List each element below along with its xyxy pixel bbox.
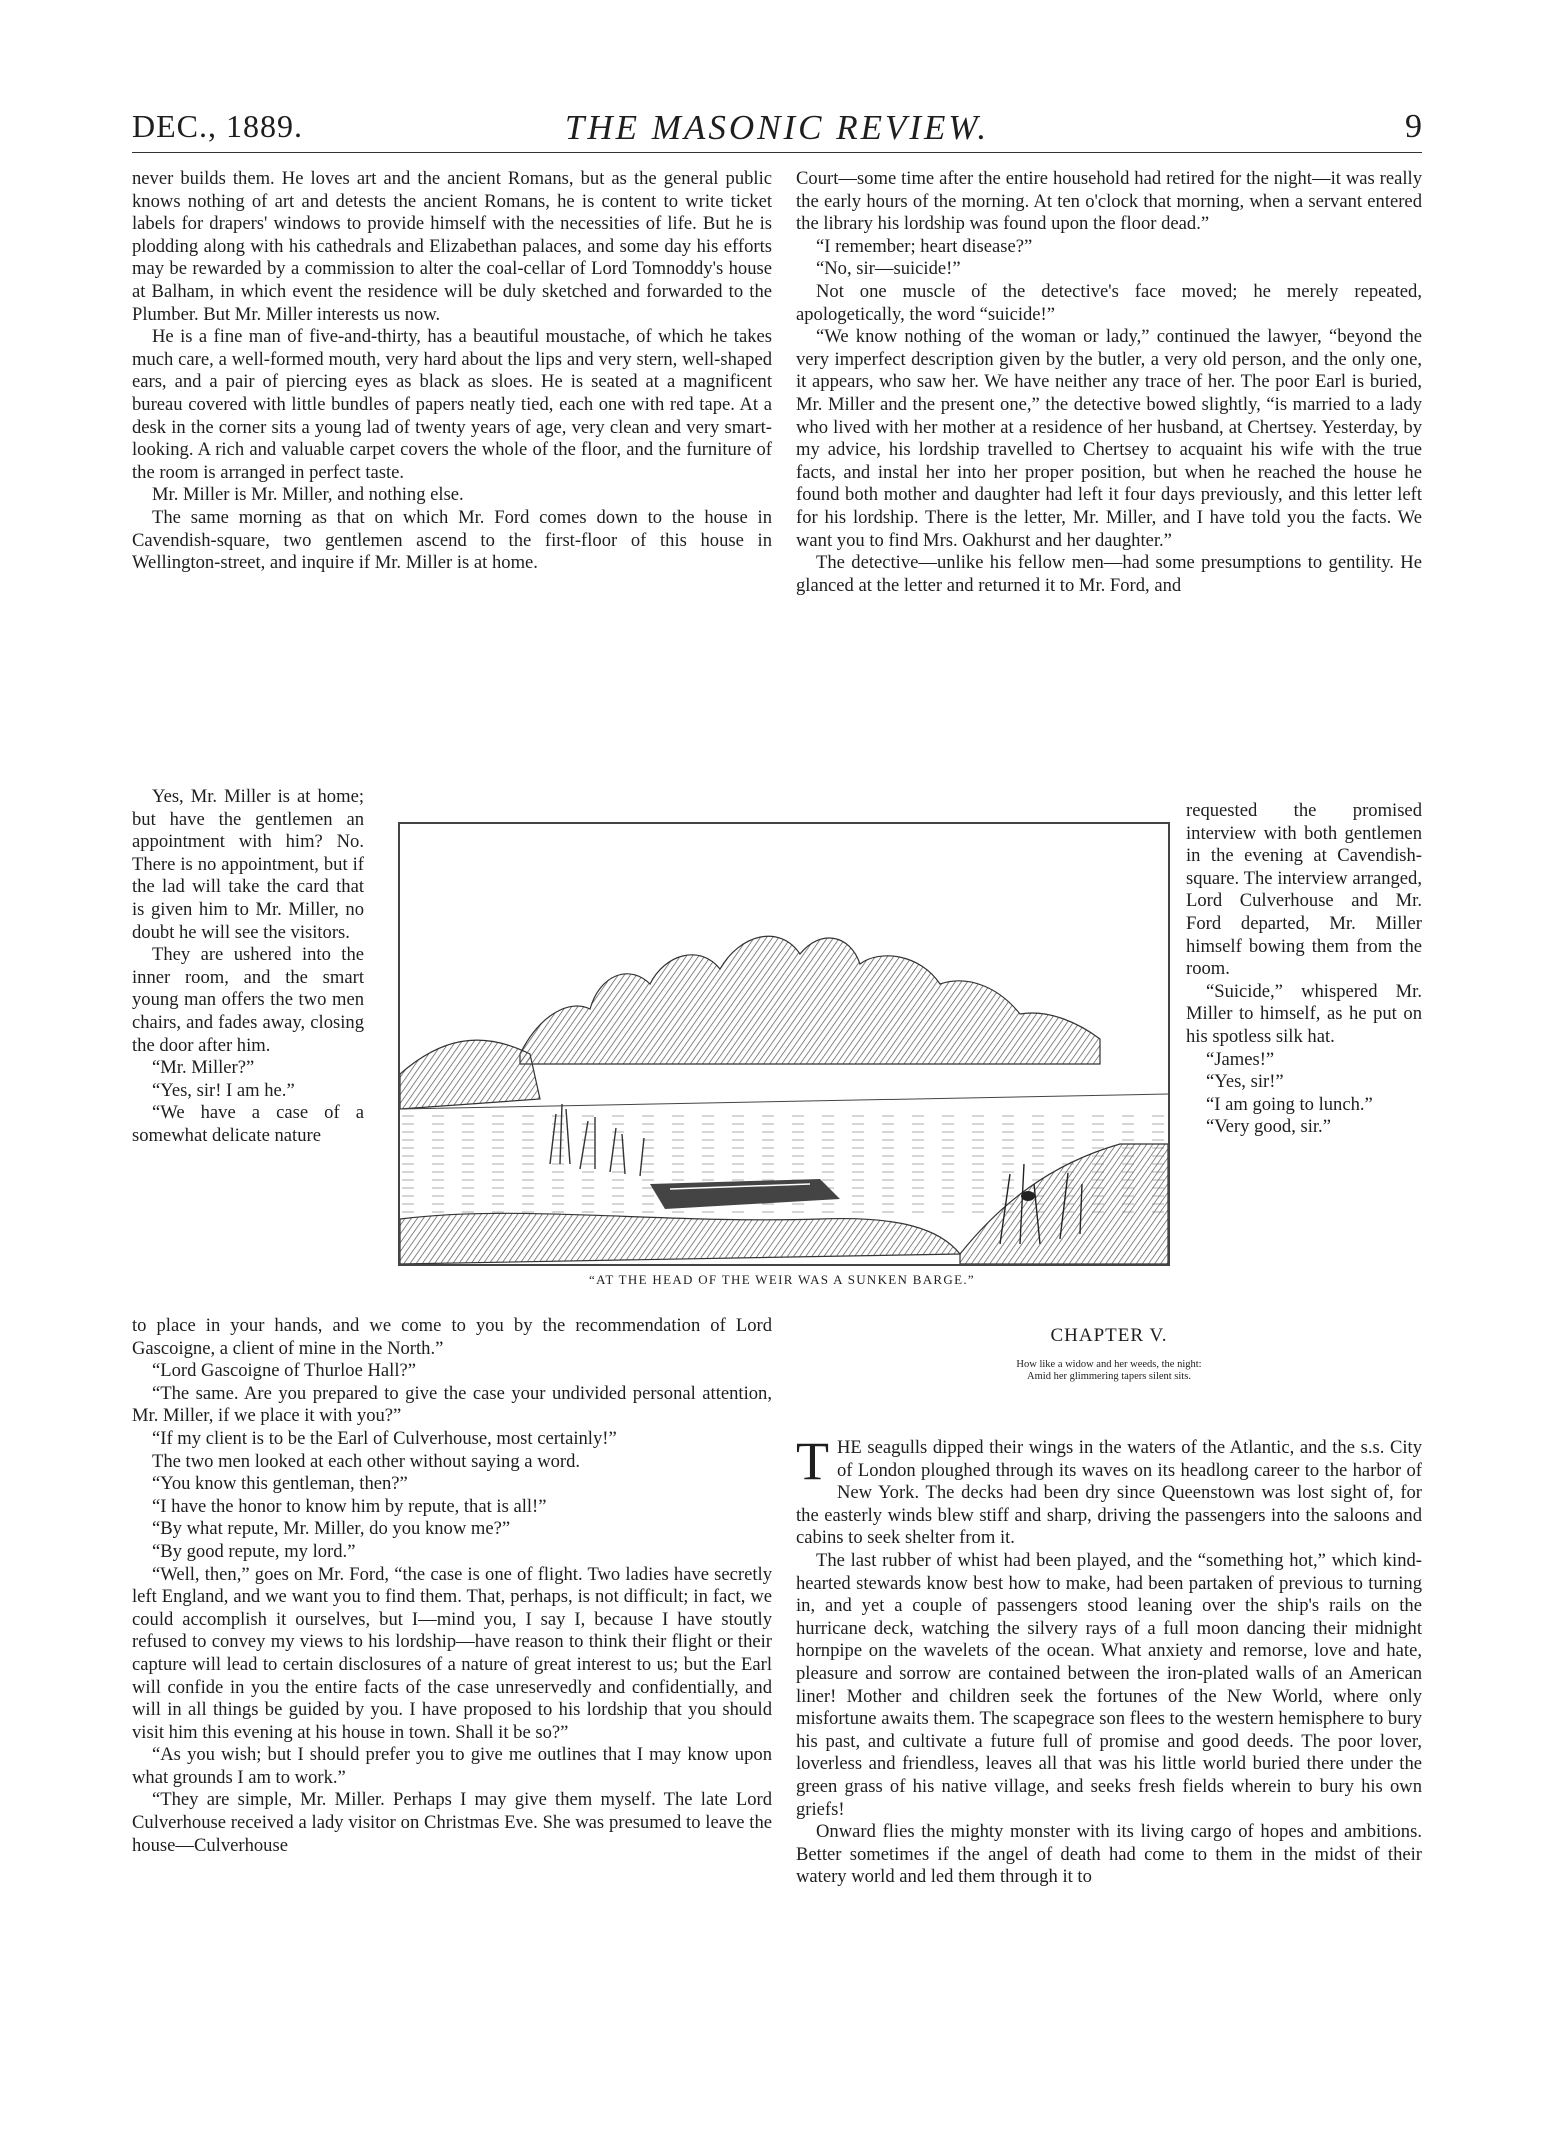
paragraph: “Yes, sir!” bbox=[1206, 1071, 1284, 1093]
paragraph: “Yes, sir! I am he.” bbox=[152, 1079, 295, 1101]
paragraph: The same morning as that on which Mr. Ford comes down to the house in Cavendish-square, two gentlemen ascend to the first-floor of this house in Wellington-street, and inquire if Mr. Miller is at home. bbox=[132, 506, 772, 574]
paragraph: He is a fine man of five-and-thirty, has a beautiful moustache, of which he takes much care, a well-formed mouth, very hard about the lips and very stern, well-shaped ears, and a pair of piercing eyes as black as sloes. He is seated at a magnificent bureau covered with little bundles of papers neatly tied, each one with red tape. At a desk in the corner sits a young lad of twenty years of age, very clean and very smart-looking. A rich and valuable carpet covers the whole of the floor, and the furniture of the room is arranged in perfect taste. bbox=[132, 326, 772, 483]
paragraph: “Suicide,” whispered Mr. Miller to himself, as he put on his spotless silk hat. bbox=[1186, 980, 1422, 1047]
paragraph: Mr. Miller is Mr. Miller, and nothing else. bbox=[152, 484, 464, 506]
epigraph-line: How like a widow and her weeds, the night: bbox=[1016, 1359, 1202, 1370]
epigraph-line: Amid her glimmering tapers silent sits. bbox=[1027, 1371, 1191, 1382]
paragraph: “James!” bbox=[1206, 1048, 1275, 1070]
landscape-engraving bbox=[400, 824, 1168, 1264]
paragraph: Not one muscle of the detective's face moved; he merely repeated, apologetically, the word “suicide!” bbox=[796, 280, 1422, 325]
paragraph: “You know this gentleman, then?” bbox=[152, 1473, 408, 1495]
chapter-title: CHAPTER V. bbox=[1050, 1325, 1168, 1346]
paragraph: to place in your hands, and we come to you by the recommendation of Lord Gascoigne, a client of mine in the North.” bbox=[132, 1315, 772, 1359]
paragraph: never builds them. He loves art and the ancient Romans, but as the general public knows nothing of art and detests the ancient Romans, he is content to write ticket labels for drapers' windows to provide himself with the necessities of life. But he is plodding along with his cathedrals and Elizabethan palaces, and some day his efforts may be rewarded by a commission to alter the coal-cellar of Lord Tomnoddy's house at Balham, in which event the residence will be duly sketched and forwarded to the Plumber. But Mr. Miller interests us now. bbox=[132, 168, 772, 325]
paragraph: “I remember; heart disease?” bbox=[816, 235, 1033, 257]
paragraph: Onward flies the mighty monster with its living cargo of hopes and ambitions. Better sometimes if the angel of death had come to them in the midst of their watery world and led them through it to bbox=[796, 1821, 1422, 1888]
chapter-heading bbox=[796, 1325, 1422, 1383]
paragraph: “Lord Gascoigne of Thurloe Hall?” bbox=[152, 1360, 416, 1382]
paragraph: The last rubber of whist had been played, and the “something hot,” which kind-hearted stewards know best how to make, had been partaken of previous to turning in, and yet a couple of passengers stood leaning over the ship's rails on the hurricane deck, watching the silvery rays of a full moon dancing their midnight hornpipe on the wavelets of the ocean. What anxiety and remorse, love and hate, pleasure and sorrow are contained between the iron-plated walls of an American liner! Mother and children seek the fortunes of the New World, where only misfortune awaits them. The scapegrace son flees to the western hemisphere to bury his past, and cultivate a future full of promise and good deeds. The poor lover, loverless and friendless, leaves all that was his little world buried there under the green grass of his native village, and seeks fresh fields wherein to bury his own griefs! bbox=[796, 1549, 1422, 1820]
paragraph: “By what repute, Mr. Miller, do you know me?” bbox=[152, 1518, 511, 1540]
header-rule bbox=[132, 152, 1422, 153]
running-header bbox=[132, 108, 1422, 148]
paragraph: “As you wish; but I should prefer you to give me outlines that I may know upon what grounds I am to work.” bbox=[132, 1744, 772, 1788]
paragraph: “By good repute, my lord.” bbox=[152, 1540, 356, 1562]
paragraph: “We know nothing of the woman or lady,” continued the lawyer, “beyond the very imperfect description given by the butler, a very old person, and the only one, it appears, who saw her. We have neither any trace of her. The poor Earl is buried, Mr. Miller and the present one,” the detective bowed slightly, “is married to a lady who lived with her mother at a residence of her husband, at Chertsey. Yesterday, by my advice, his lordship travelled to Chertsey to acquaint his wife with the true facts, and instal her into her proper position, but when he reached the house he found both mother and daughter had left it four days previously, and this letter left for his lordship. There is the letter, Mr. Miller, and I have told you the facts. We want you to find Mrs. Oakhurst and her daughter.” bbox=[796, 326, 1422, 551]
paragraph: “If my client is to be the Earl of Culverhouse, most certainly!” bbox=[152, 1427, 617, 1449]
column-2-top bbox=[796, 168, 1422, 597]
paragraph: “I have the honor to know him by repute, that is all!” bbox=[152, 1495, 547, 1517]
paragraph: They are ushered into the inner room, and the smart young man offers the two men chairs, and fades away, closing the door after him. bbox=[132, 944, 364, 1056]
paragraph: “No, sir—suicide!” bbox=[816, 258, 961, 280]
paragraph bbox=[796, 1431, 1422, 1550]
paragraph: “Mr. Miller?” bbox=[152, 1057, 255, 1079]
chapter-epigraph bbox=[796, 1359, 1422, 1383]
paragraph: “Well, then,” goes on Mr. Ford, “the case is one of flight. Two ladies have secretly left England, and we want you to find them. That, perhaps, is not difficult; in fact, we could accomplish it ourselves, but I—mind you, I say I, because I have stoutly refused to convey my views to his lordship—have reason to think their flight or their capture will lead to certain disclosures of a nature of great interest to us; but the Earl will confide in you the entire facts of the case unreservedly and confidentially, and will in all things be guided by you. I have proposed to his lordship that you should visit him this evening at his house in town. Shall it be so?” bbox=[132, 1563, 772, 1743]
drop-cap: T bbox=[796, 1431, 829, 1491]
column-2-narrow bbox=[1186, 800, 1422, 1139]
column-1-bottom bbox=[132, 1315, 772, 1857]
paragraph: Court—some time after the entire household had retired for the night—it was really the early hours of the morning. At ten o'clock that morning, when a servant entered the library his lordship was found upon the floor dead.” bbox=[796, 168, 1422, 235]
paragraph: “Very good, sir.” bbox=[1206, 1116, 1331, 1138]
paragraph: The detective—unlike his fellow men—had some presumptions to gentility. He glanced at the letter and returned it to Mr. Ford, and bbox=[796, 552, 1422, 596]
column-1-top bbox=[132, 168, 772, 575]
page-number: 9 bbox=[1405, 108, 1422, 145]
paragraph: requested the promised interview with both gentlemen in the evening at Cavendish-square. The interview arranged, Lord Culverhouse and Mr. Ford departed, Mr. Miller himself bowing them from the room. bbox=[1186, 800, 1422, 980]
journal-title: THE MASONIC REVIEW. bbox=[564, 108, 990, 147]
column-1-narrow bbox=[132, 786, 364, 1148]
figure-caption: “AT THE HEAD OF THE WEIR WAS A SUNKEN BARGE.” bbox=[589, 1272, 975, 1287]
paragraph: Yes, Mr. Miller is at home; but have the gentlemen an appointment with him? No. There is no appointment, but if the lad will take the card that is given him to Mr. Miller, no doubt he will see the visitors. bbox=[132, 786, 364, 943]
illustration-weir bbox=[398, 822, 1170, 1266]
paragraph: “I am going to lunch.” bbox=[1206, 1093, 1373, 1115]
paragraph-text: HE seagulls dipped their wings in the waters of the Atlantic, and the s.s. City of London ploughed through its waves on its headlong career to the harbor of New York. The decks had been dry since Queenstown was lost sight of, for the easterly winds blew stiff and sharp, driving the passengers into the saloons and cabins to seek shelter from it. bbox=[796, 1437, 1422, 1549]
paragraph: “We have a case of a somewhat delicate nature bbox=[132, 1102, 364, 1146]
column-2-bottom bbox=[796, 1431, 1422, 1889]
paragraph: “They are simple, Mr. Miller. Perhaps I may give them myself. The late Lord Culverhouse received a lady visitor on Christmas Eve. She was presumed to leave the house—Culverhouse bbox=[132, 1789, 772, 1856]
paragraph: The two men looked at each other without saying a word. bbox=[152, 1450, 581, 1472]
paragraph: “The same. Are you prepared to give the case your undivided personal attention, Mr. Miller, if we place it with you?” bbox=[132, 1382, 772, 1427]
issue-date: DEC., 1889. bbox=[132, 108, 303, 144]
